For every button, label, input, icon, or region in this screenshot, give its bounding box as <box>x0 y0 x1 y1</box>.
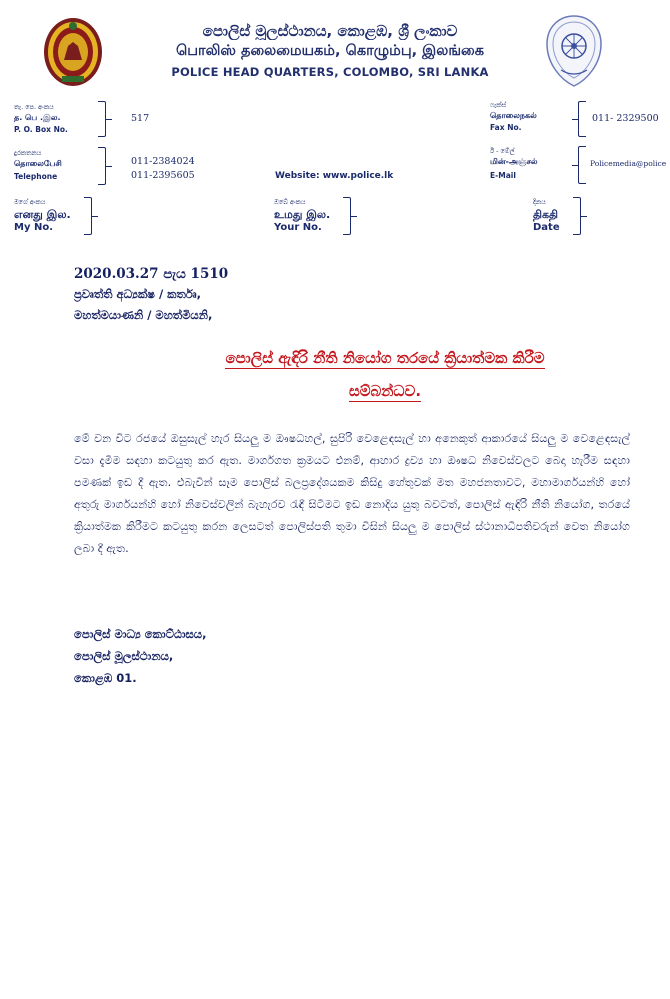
my-no-label-tamil: எனது இல. <box>14 208 71 221</box>
email-label-sinhala: ඊ - මේල් <box>490 147 515 155</box>
telephone-label-sinhala: දුරකතනය <box>14 149 42 157</box>
date-label-sinhala: දිනය <box>533 198 546 206</box>
date-label-tamil: திகதி <box>533 208 559 221</box>
fax-label-tamil: தொலைநகல் <box>490 111 537 120</box>
your-no-label-tamil: உமது இல. <box>274 208 331 221</box>
letter-body: මේ වන විට රජයේ ඔසුසැල් හැර සියලු ම ඖෂධහල්, සුපිරි වෙළෙඳසැල් හා අනෙකුත් ආකාරයේ සියලු ම වෙළෙඳසැල් වසා දැමීම සඳහා කටයුතු කර ඇත. මාර්ගගත ක්‍රමයට එනම්, ආහාර ද්‍රව්‍ය හා ඖෂධ නිවෙස්වලට බෙදා හැරීම සඳහා පමණක් ඉඩ දී ඇත. එබැවින් සෑම පොලිස් බලප්‍රදේශයකම කිසිදු හේතුවක් මත මහජනතාවට, මහාමාර්ගයන්හි හෝ අතුරු මාර්ගයන්හි හෝ නිවෙස්වලින් බැහැරව රැඳී සිටීමට ඉඩ නොදිය යුතු බවටත්, පොලිස් ඇඳිරි නීති නියෝග, තරයේ ක්‍රියාත්මක කිරීමට කටයුතු කරන ලෙසටත් පොලිස්පති තුමා විසින් සියලු ම පොලිස් ස්ථානාධිපතිවරුන් වෙත නියෝග ලබා දී ඇත. <box>74 432 630 555</box>
email-bracket <box>578 146 586 184</box>
your-no-label-english: Your No. <box>274 222 322 233</box>
telephone-label-tamil: தொலைபேசி <box>14 159 62 168</box>
fax-label-sinhala: ෆැක්ස් <box>490 101 507 109</box>
letterhead-title-sinhala: පොලිස් මූලස්ථානය, කොළඹ, ශ්‍රී ලංකාව <box>202 22 458 40</box>
my-no-label-english: My No. <box>14 222 53 233</box>
salutation-greeting: මහත්මයාණනි / මහත්මියනි, <box>74 308 213 322</box>
telephone-label-english: Telephone <box>14 172 58 181</box>
telephone-bracket <box>98 147 106 185</box>
my-no-bracket <box>84 197 92 235</box>
your-no-bracket <box>343 197 351 235</box>
date-label-english: Date <box>533 222 560 233</box>
subject-line-1 <box>120 349 650 367</box>
your-no-label-sinhala: ඔබේ අංකය <box>274 198 306 206</box>
fax-bracket <box>578 101 586 137</box>
signature-division: පොලිස් මාධ්‍ය කොට්ඨාසය, <box>74 627 207 641</box>
po-box-label-english: P. O. Box No. <box>14 125 68 134</box>
subject-line-2-text: සම්බන්ධව. <box>348 382 422 400</box>
letterhead-title-english: POLICE HEAD QUARTERS, COLOMBO, SRI LANKA <box>171 65 489 79</box>
telephone-value-1: 011-2384024 <box>131 156 195 167</box>
date-bracket <box>573 197 581 235</box>
signature-headquarters: පොලිස් මූලස්ථානය, <box>74 649 174 663</box>
police-emblem-icon <box>543 14 605 88</box>
salutation-recipient: ප්‍රවෘත්ති අධ්‍යක්ෂ / කර්තෘ, <box>74 287 201 301</box>
letterhead-title-tamil: பொலிஸ் தலைமையகம், கொழும்பு, இலங்கை <box>175 43 485 59</box>
website-label: Website: www.police.lk <box>275 171 394 181</box>
po-box-value: 517 <box>131 113 150 124</box>
fax-value: 011- 2329500 <box>592 113 659 124</box>
po-box-label-sinhala: තැ. පෙ. අංකය <box>14 103 54 111</box>
my-no-label-sinhala: මගේ අංකය <box>14 198 46 206</box>
signature-city: කොළඹ 01. <box>74 671 137 685</box>
po-box-label-tamil: த. பெ .இல. <box>14 113 61 122</box>
letterhead <box>0 0 670 250</box>
fax-label-english: Fax No. <box>490 123 522 132</box>
subject-line-2 <box>120 382 650 400</box>
po-box-bracket <box>98 101 106 137</box>
letter-date-time: 2020.03.27 පැය 1510 <box>74 266 229 282</box>
email-value: Policemedia@police <box>590 159 667 168</box>
telephone-value-2: 011-2395605 <box>131 170 195 181</box>
subject-line-1-text: පොලිස් ඇඳිරි නීති නියෝග තරයේ ක්‍රියාත්මක කිරීම <box>225 349 545 367</box>
email-label-english: E-Mail <box>490 171 516 180</box>
email-label-tamil: மின்-அஞ்சல் <box>490 157 538 166</box>
sri-lanka-emblem-icon <box>42 16 104 88</box>
